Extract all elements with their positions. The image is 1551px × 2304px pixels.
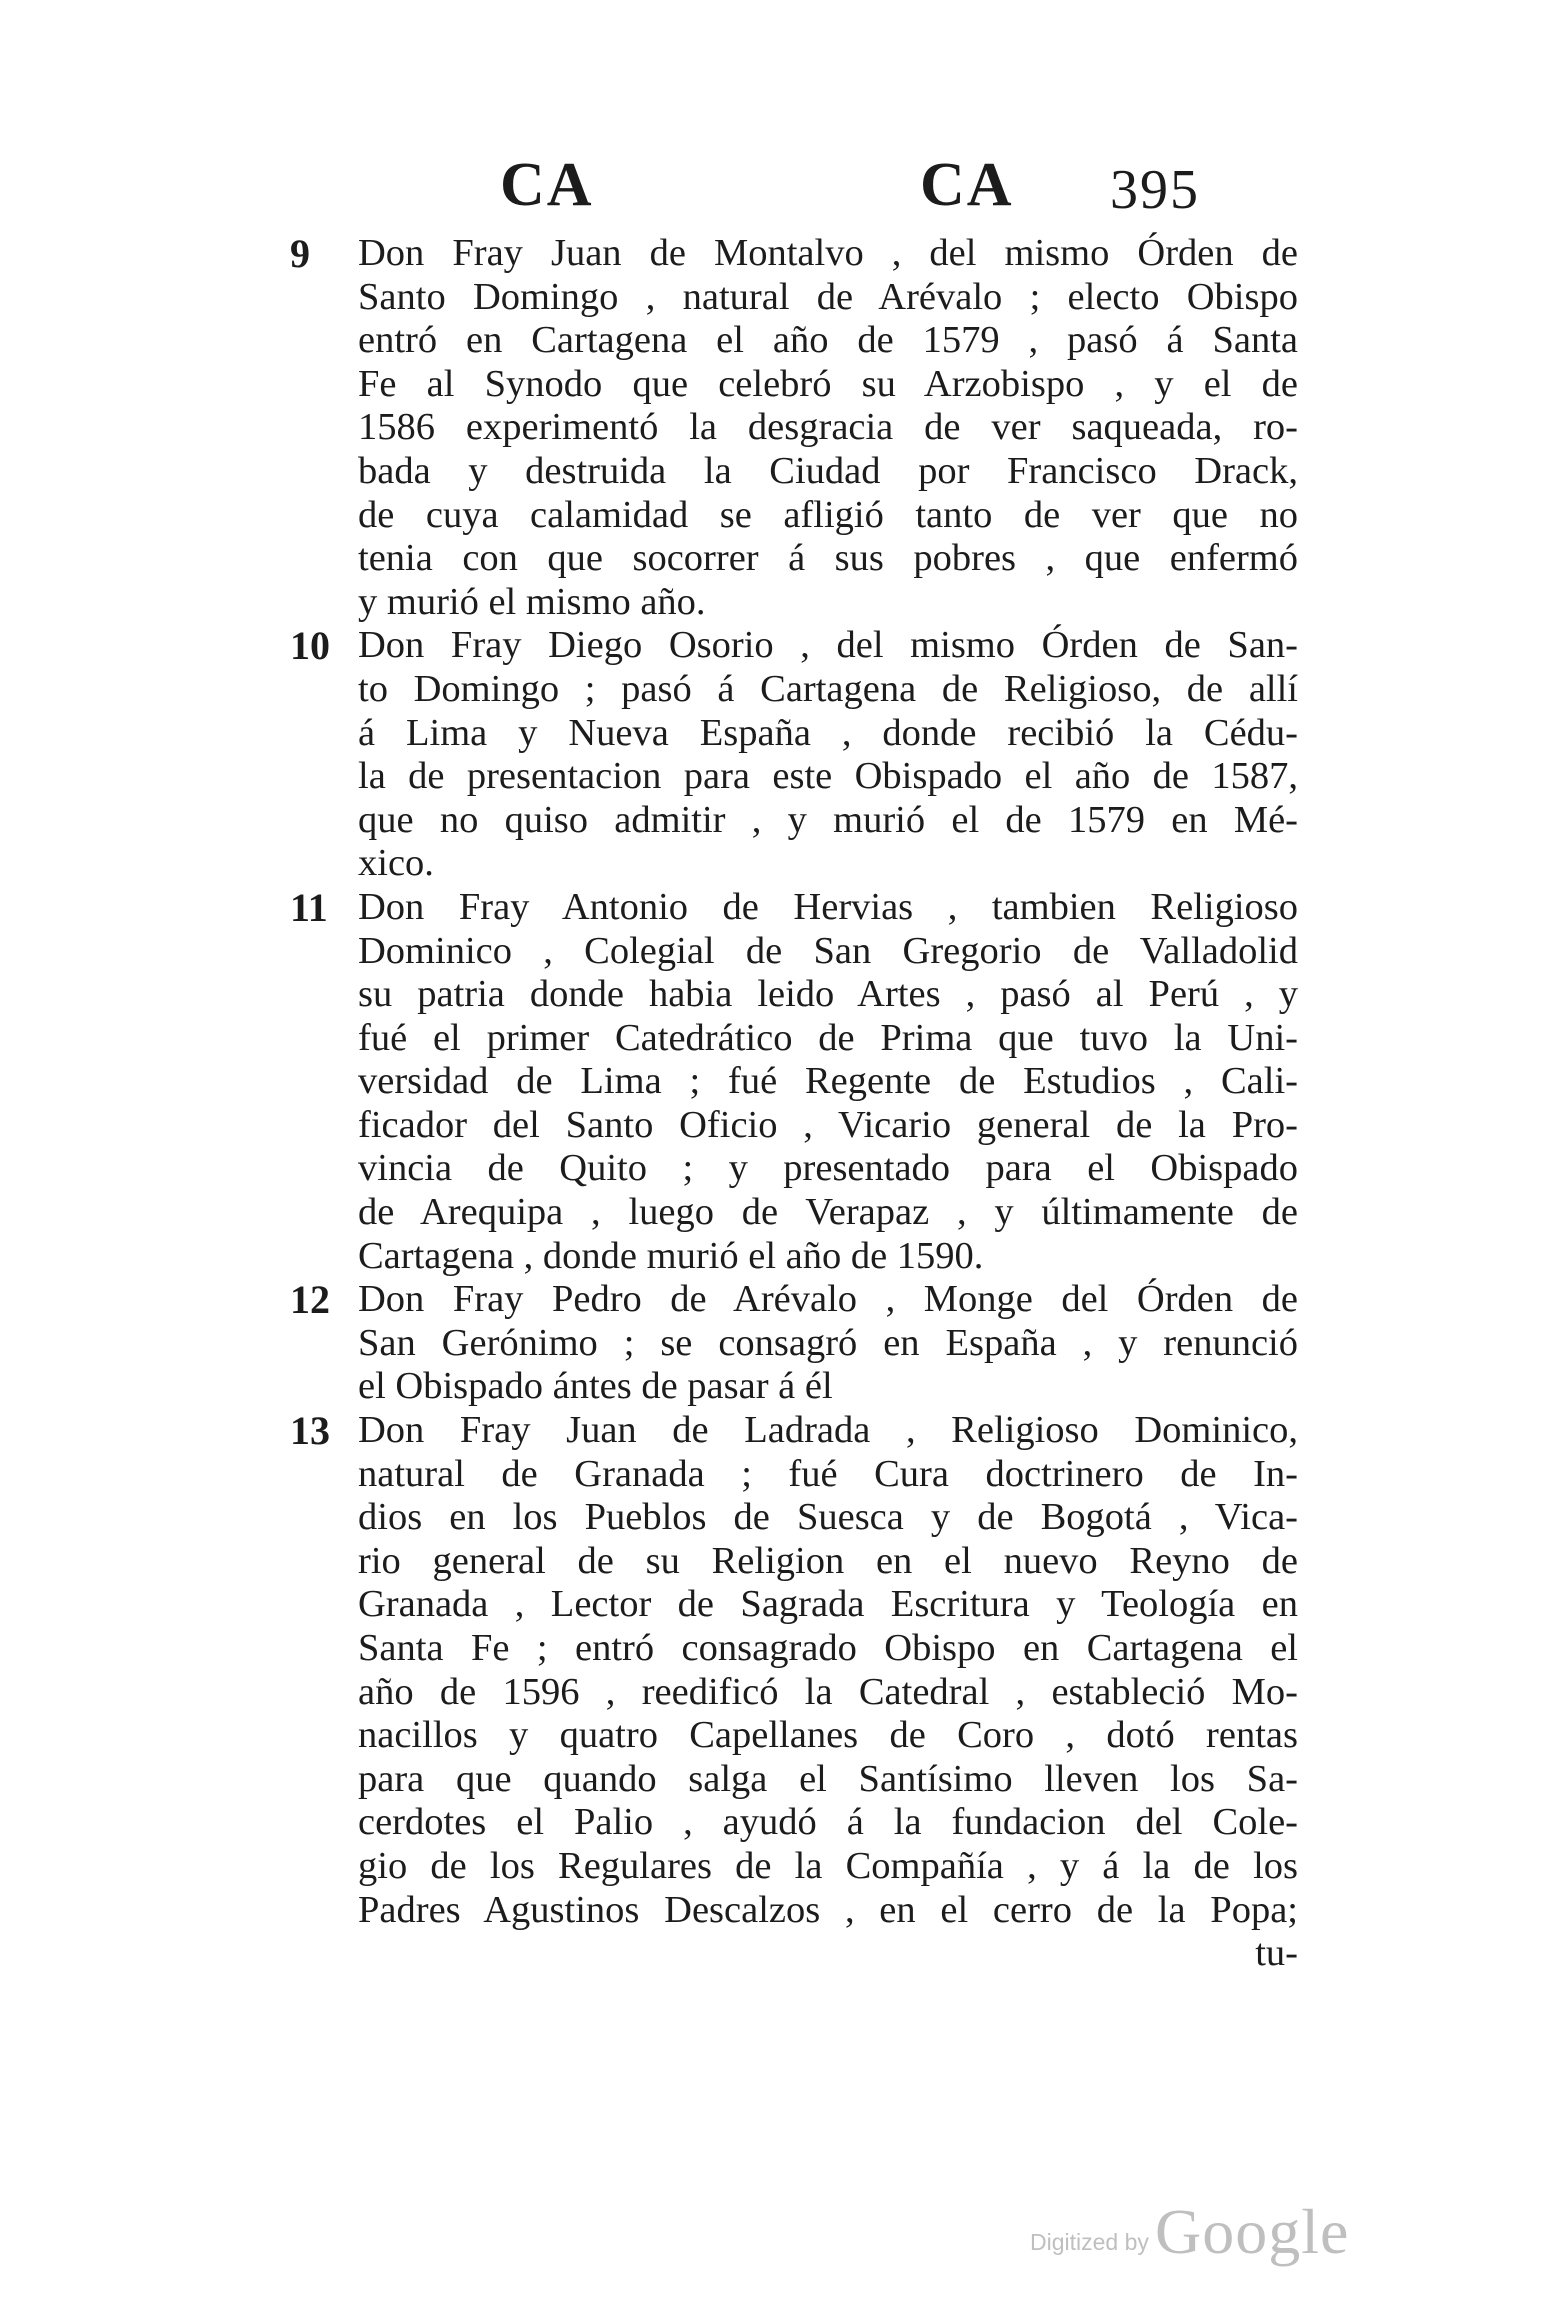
entry-line: 1586 experimentó la desgracia de ver saqueada, ro- xyxy=(358,406,1298,449)
entry-line: el Obispado ántes de pasar á él xyxy=(358,1365,833,1408)
running-header xyxy=(0,150,1551,240)
entry-line: Santo Domingo , natural de Arévalo ; electo Obispo xyxy=(358,275,1298,318)
entry-line: entró en Cartagena el año de 1579 , pasó á Santa xyxy=(358,319,1298,362)
entry-11 xyxy=(0,886,1551,1278)
header-right-word: CA xyxy=(920,151,1014,219)
watermark-prefix: Digitized by xyxy=(1030,2229,1149,2255)
entry-line: Granada , Lector de Sagrada Escritura y Teología en xyxy=(358,1583,1298,1626)
entry-line: vincia de Quito ; y presentado para el Obispado xyxy=(358,1147,1298,1190)
entry-line: á Lima y Nueva España , donde recibió la Cédu- xyxy=(358,711,1298,754)
entry-line: xico. xyxy=(358,842,434,885)
entry-line: Cartagena , donde murió el año de 1590. xyxy=(358,1234,984,1277)
entry-line: Don Fray Juan de Ladrada , Religioso Dominico, xyxy=(358,1409,1298,1452)
entry-line: Don Fray Pedro de Arévalo , Monge del Órden de xyxy=(358,1278,1298,1321)
entry-line: dios en los Pueblos de Suesca y de Bogotá , Vica- xyxy=(358,1496,1298,1539)
entry-line: Fe al Synodo que celebró su Arzobispo , y el de xyxy=(358,362,1298,405)
entry-line: San Gerónimo ; se consagró en España , y renunció xyxy=(358,1321,1298,1364)
digitized-watermark xyxy=(1030,2195,1390,2275)
entry-line: y murió el mismo año. xyxy=(358,580,706,623)
entry-13 xyxy=(0,1409,1551,1932)
entry-line: versidad de Lima ; fué Regente de Estudios , Cali- xyxy=(358,1060,1298,1103)
entry-line: para que quando salga el Santísimo lleven los Sa- xyxy=(358,1757,1298,1800)
header-left-word: CA xyxy=(500,151,594,219)
entry-line: Padres Agustinos Descalzos , en el cerro de la Popa; xyxy=(358,1888,1298,1931)
catchword: tu- xyxy=(1255,1932,1298,1975)
entry-line: de cuya calamidad se afligió tanto de ver que no xyxy=(358,493,1298,536)
watermark-brand-logo: Google xyxy=(1155,2196,1350,2267)
entry-line: año de 1596 , reedificó la Catedral , estableció Mo- xyxy=(358,1670,1298,1713)
entry-line: to Domingo ; pasó á Cartagena de Religioso, de allí xyxy=(358,667,1298,710)
entry-line: Dominico , Colegial de San Gregorio de Valladolid xyxy=(358,929,1298,972)
entry-number: 10 xyxy=(290,623,330,669)
entry-9 xyxy=(0,232,1551,624)
entry-line: natural de Granada ; fué Cura doctrinero de In- xyxy=(358,1452,1298,1495)
page-number: 395 xyxy=(1110,159,1200,221)
entry-line: Don Fray Antonio de Hervias , tambien Religioso xyxy=(358,885,1298,928)
entry-line: que no quiso admitir , y murió el de 1579 en Mé- xyxy=(358,798,1298,841)
entry-12 xyxy=(0,1278,1551,1409)
entry-line: tenia con que socorrer á sus pobres , que enfermó xyxy=(358,537,1298,580)
entry-number: 11 xyxy=(290,884,328,930)
entry-10 xyxy=(0,624,1551,886)
entry-line: nacillos y quatro Capellanes de Coro , dotó rentas xyxy=(358,1714,1298,1757)
entry-line: cerdotes el Palio , ayudó á la fundacion del Cole- xyxy=(358,1801,1298,1844)
entry-line: la de presentacion para este Obispado el año de 1587, xyxy=(358,755,1298,798)
entry-number: 13 xyxy=(290,1408,330,1454)
entry-number: 9 xyxy=(290,231,310,276)
entry-line: fué el primer Catedrático de Prima que tuvo la Uni- xyxy=(358,1016,1298,1059)
entry-number: 12 xyxy=(290,1277,330,1323)
entry-line: bada y destruida la Ciudad por Francisco Drack, xyxy=(358,449,1298,492)
entry-line: Don Fray Diego Osorio , del mismo Órden de San- xyxy=(358,624,1298,667)
entry-line: rio general de su Religion en el nuevo Reyno de xyxy=(358,1539,1298,1582)
entry-line: gio de los Regulares de la Compañía , y á la de los xyxy=(358,1844,1298,1887)
page-body xyxy=(0,232,1551,1976)
entry-line: de Arequipa , luego de Verapaz , y últimamente de xyxy=(358,1191,1298,1234)
entry-line: su patria donde habia leido Artes , pasó al Perú , y xyxy=(358,973,1298,1016)
entry-line: Santa Fe ; entró consagrado Obispo en Cartagena el xyxy=(358,1627,1298,1669)
entry-line: ficador del Santo Oficio , Vicario general de la Pro- xyxy=(358,1103,1298,1146)
entry-line: Don Fray Juan de Montalvo , del mismo Órden de xyxy=(358,232,1298,274)
